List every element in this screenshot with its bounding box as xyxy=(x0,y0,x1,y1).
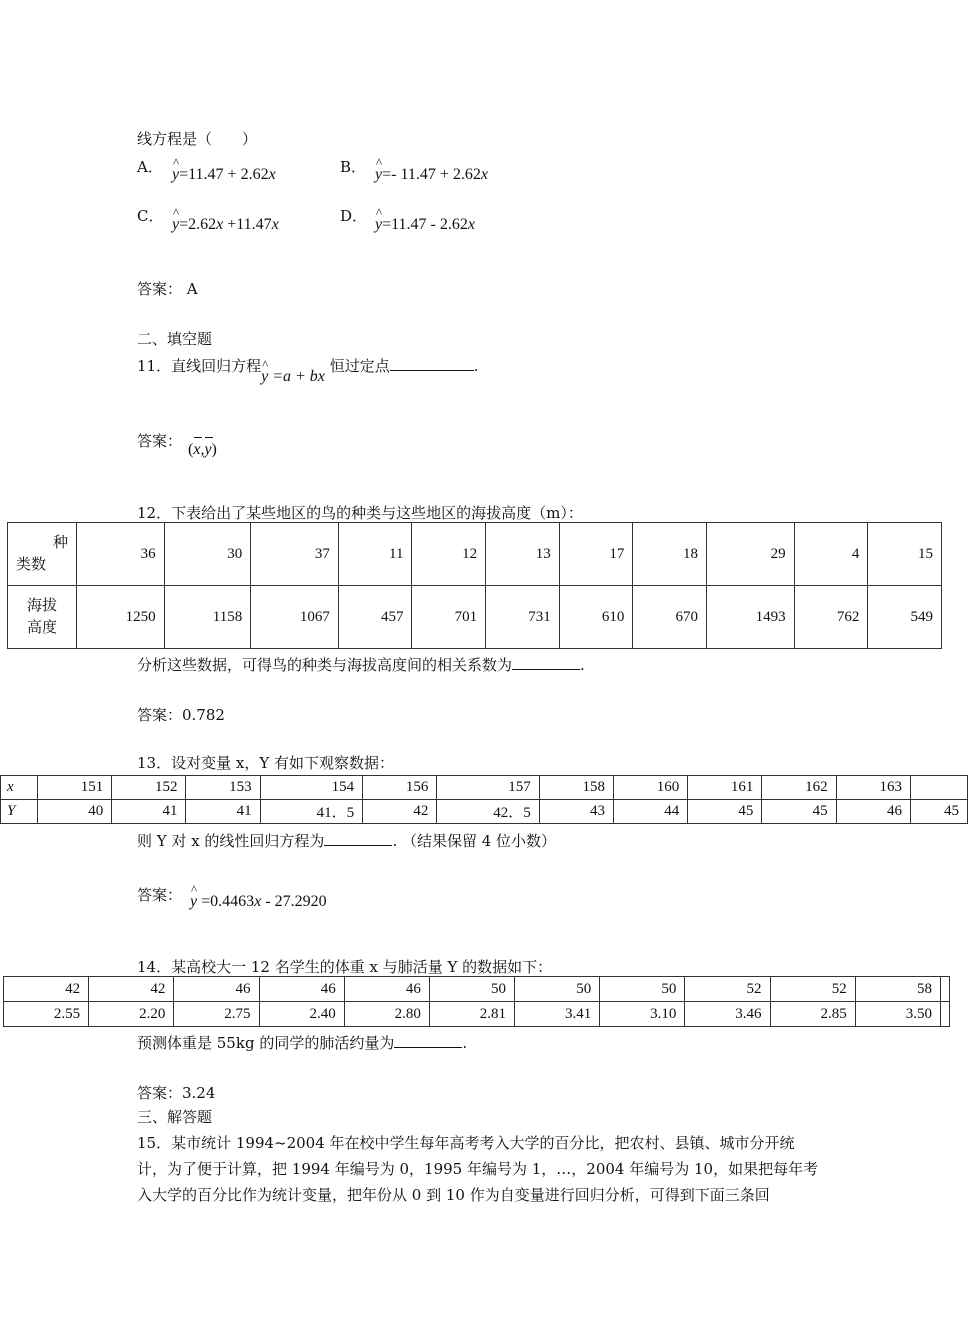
table-cell: 45 xyxy=(911,800,968,824)
q12-table xyxy=(7,522,942,649)
q13-stem: 13．设对变量 x，Y 有如下观察数据： xyxy=(137,754,394,772)
q15-line-3: 入大学的百分比作为统计变量，把年份从 0 到 10 作为自变量进行回归分析，可得到下面三条回 xyxy=(137,1186,770,1204)
table-cell: 40 xyxy=(38,800,112,824)
table-cell: 52 xyxy=(685,977,770,1002)
q12-question: 分析这些数据，可得鸟的种类与海拔高度间的相关系数为 . xyxy=(137,656,585,674)
table-cell: 549 xyxy=(868,586,942,649)
table-cell xyxy=(941,977,950,1002)
table-cell: 158 xyxy=(539,776,613,800)
q10-answer: 答案： A xyxy=(137,280,198,298)
table-cell: 3.46 xyxy=(685,1002,770,1027)
table-row xyxy=(8,586,942,649)
table-cell: 41 xyxy=(186,800,260,824)
q11-answer-label: 答案： xyxy=(137,432,183,450)
table-cell: 37 xyxy=(251,523,339,586)
table-header-x: x xyxy=(1,776,38,800)
table-cell: 50 xyxy=(515,977,600,1002)
q13-answer: ^ y =0.4463x - 27.2920 xyxy=(190,893,327,911)
table-cell: 42 xyxy=(4,977,89,1002)
q10-option-a-label: A． xyxy=(137,158,163,176)
table-cell: 46 xyxy=(259,977,344,1002)
q12-answer: 答案：0.782 xyxy=(137,706,225,724)
q10-option-b: ^ y=- 11.47 + 2.62x xyxy=(375,166,488,184)
table-header-species: 种 类数 xyxy=(8,523,77,586)
table-cell: 762 xyxy=(794,586,868,649)
table-cell: 2.40 xyxy=(259,1002,344,1027)
table-cell: 17 xyxy=(559,523,633,586)
q10-option-d-label: D． xyxy=(340,207,368,225)
q15-line-1: 15．某市统计 1994~2004 年在校中学生每年高考考入大学的百分比，把农村、县镇、城市分开统 xyxy=(137,1134,795,1152)
table-cell: 2.20 xyxy=(89,1002,174,1027)
table-cell: 153 xyxy=(186,776,260,800)
section-solve-heading: 三、解答题 xyxy=(137,1108,213,1126)
q14-answer: 答案：3.24 xyxy=(137,1084,216,1102)
table-cell: 44 xyxy=(613,800,687,824)
table-cell: 42．5 xyxy=(437,800,539,824)
q13-answer-label: 答案： xyxy=(137,886,183,904)
table-cell: 18 xyxy=(633,523,707,586)
table-cell: 46 xyxy=(836,800,910,824)
table-cell: 30 xyxy=(164,523,251,586)
table-cell: 151 xyxy=(38,776,112,800)
table-cell: 731 xyxy=(486,586,560,649)
q10-option-a: ^ y=11.47 + 2.62x xyxy=(172,166,276,184)
table-cell: 41 xyxy=(112,800,186,824)
table-cell xyxy=(941,1002,950,1027)
q14-table xyxy=(3,976,950,1027)
q11-answer: (x,y) xyxy=(188,441,217,458)
q10-option-b-label: B． xyxy=(340,158,367,176)
q15-line-2: 计，为了便于计算，把 1994 年编号为 0，1995 年编号为 1，…，2004 年编号为 10，如果把每年考 xyxy=(137,1160,819,1178)
table-cell: 1493 xyxy=(707,586,795,649)
table-cell: 157 xyxy=(437,776,539,800)
q12-blank xyxy=(512,655,580,670)
table-row xyxy=(8,523,942,586)
q10-stem: 线方程是（ ） xyxy=(137,130,258,148)
table-row xyxy=(1,776,968,800)
table-cell: 58 xyxy=(855,977,940,1002)
table-row xyxy=(1,800,968,824)
q11-blank xyxy=(390,356,474,371)
table-cell: 4 xyxy=(794,523,868,586)
q14-blank xyxy=(394,1033,462,1048)
table-cell: 2.80 xyxy=(344,1002,429,1027)
table-cell: 52 xyxy=(770,977,855,1002)
q10-option-d: ^ y=11.47 - 2.62x xyxy=(375,216,475,234)
q13-question: 则 Y 对 x 的线性回归方程为 . （结果保留 4 位小数） xyxy=(137,832,557,850)
table-cell: 162 xyxy=(762,776,836,800)
q14-question: 预测体重是 55kg 的同学的肺活约量为 . xyxy=(137,1034,468,1052)
table-cell: 701 xyxy=(412,586,486,649)
table-cell: 12 xyxy=(412,523,486,586)
table-header-y: Y xyxy=(1,800,38,824)
table-cell: 160 xyxy=(613,776,687,800)
table-cell: 45 xyxy=(762,800,836,824)
table-cell: 46 xyxy=(174,977,259,1002)
table-cell: 3.41 xyxy=(515,1002,600,1027)
table-cell: 41．5 xyxy=(260,800,362,824)
table-cell: 2.85 xyxy=(770,1002,855,1027)
table-cell: 2.75 xyxy=(174,1002,259,1027)
table-cell: 163 xyxy=(836,776,910,800)
table-row xyxy=(4,977,950,1002)
table-cell: 154 xyxy=(260,776,362,800)
table-cell: 457 xyxy=(338,586,412,649)
table-cell: 1067 xyxy=(251,586,339,649)
q11-stem: 11．直线回归方程^ y =a + bx 恒过定点 . xyxy=(137,355,478,376)
table-cell: 11 xyxy=(338,523,412,586)
table-cell: 42 xyxy=(89,977,174,1002)
table-cell: 1250 xyxy=(77,586,165,649)
table-cell: 46 xyxy=(344,977,429,1002)
table-cell: 50 xyxy=(429,977,514,1002)
q10-option-c-label: C． xyxy=(137,207,164,225)
table-cell: 156 xyxy=(363,776,437,800)
table-cell: 2.55 xyxy=(4,1002,89,1027)
table-cell: 610 xyxy=(559,586,633,649)
table-cell: 15 xyxy=(868,523,942,586)
q10-option-c: ^ y=2.62x +11.47x xyxy=(172,216,279,234)
table-cell: 3.50 xyxy=(855,1002,940,1027)
table-cell: 670 xyxy=(633,586,707,649)
table-cell: 50 xyxy=(600,977,685,1002)
q12-stem: 12．下表给出了某些地区的鸟的种类与这些地区的海拔高度（m）： xyxy=(137,504,583,522)
table-row xyxy=(4,1002,950,1027)
table-cell: 1158 xyxy=(164,586,251,649)
q13-blank xyxy=(324,831,392,846)
section-fill-in-heading: 二、填空题 xyxy=(137,330,213,348)
table-cell: 36 xyxy=(77,523,165,586)
table-cell: 43 xyxy=(539,800,613,824)
q14-stem: 14．某高校大一 12 名学生的体重 x 与肺活量 Y 的数据如下： xyxy=(137,958,553,976)
table-cell: 29 xyxy=(707,523,795,586)
table-cell: 3.10 xyxy=(600,1002,685,1027)
table-cell xyxy=(911,776,968,800)
table-cell: 42 xyxy=(363,800,437,824)
table-cell: 13 xyxy=(486,523,560,586)
table-header-altitude: 海拔 高度 xyxy=(8,586,77,649)
table-cell: 45 xyxy=(688,800,762,824)
table-cell: 152 xyxy=(112,776,186,800)
table-cell: 2.81 xyxy=(429,1002,514,1027)
q13-table xyxy=(0,775,968,824)
table-cell: 161 xyxy=(688,776,762,800)
